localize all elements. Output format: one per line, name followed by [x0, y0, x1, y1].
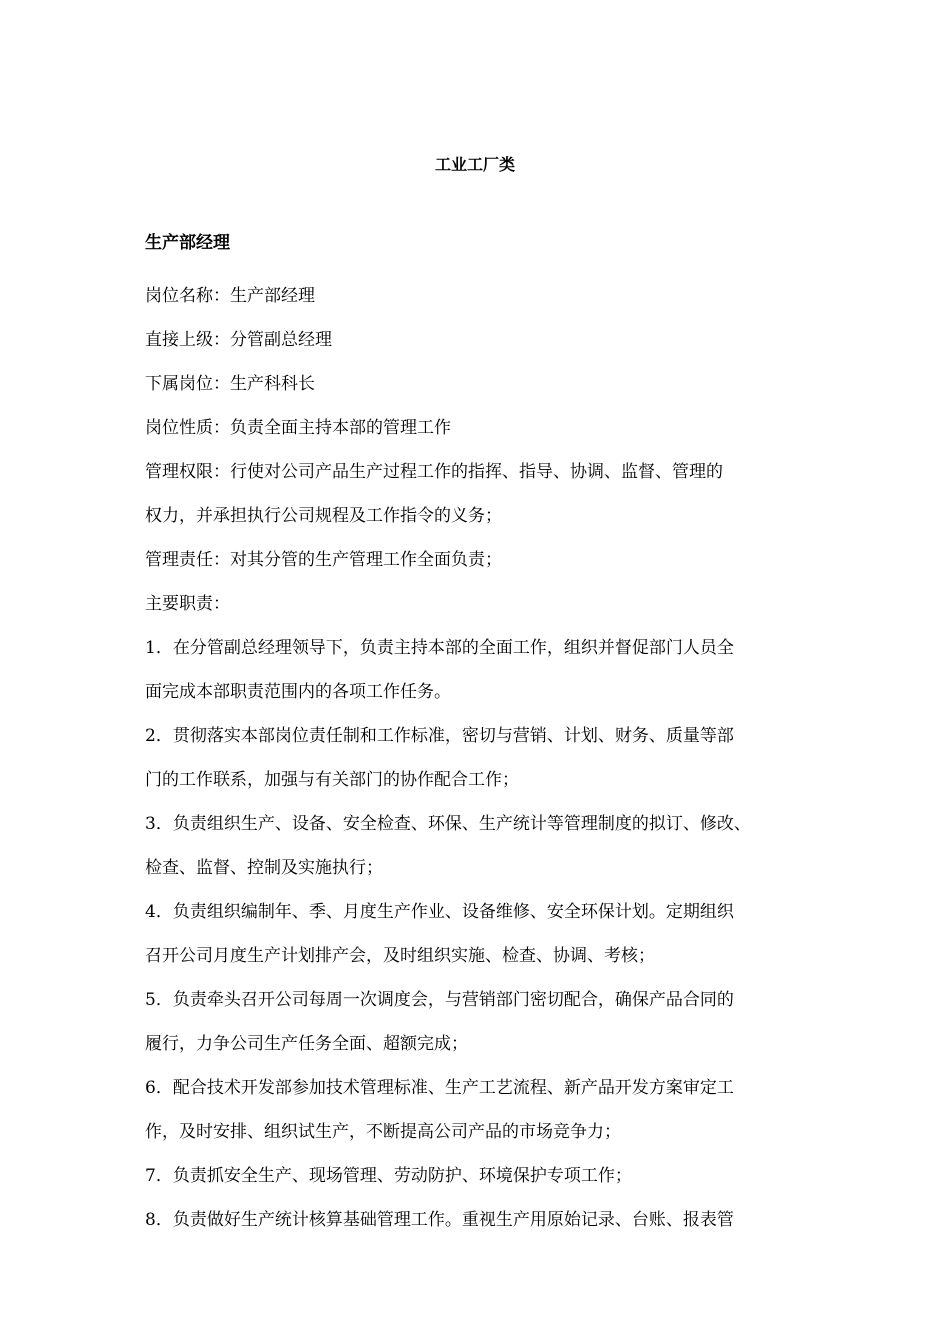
text-line: 6．配合技术开发部参加技术管理标准、生产工艺流程、新产品开发方案审定工	[145, 1078, 734, 1098]
text-line: 下属岗位：生产科科长	[145, 374, 315, 394]
document-title: 工业工厂类	[434, 155, 515, 174]
text-line: 主要职责：	[145, 594, 230, 614]
text-line: 门的工作联系，加强与有关部门的协作配合工作；	[145, 770, 519, 790]
text-line: 岗位性质：负责全面主持本部的管理工作	[145, 418, 451, 438]
text-line: 直接上级：分管副总经理	[145, 330, 332, 350]
text-line: 权力，并承担执行公司规程及工作指令的义务；	[145, 506, 502, 526]
document-body	[145, 274, 817, 1242]
text-line: 5．负责牵头召开公司每周一次调度会，与营销部门密切配合，确保产品合同的	[145, 990, 734, 1010]
text-line: 检查、监督、控制及实施执行；	[145, 858, 383, 878]
text-line: 2．贯彻落实本部岗位责任制和工作标准，密切与营销、计划、财务、质量等部	[145, 726, 734, 746]
text-line: 7．负责抓安全生产、现场管理、劳动防护、环境保护专项工作；	[145, 1166, 632, 1186]
text-line: 管理权限：行使对公司产品生产过程工作的指挥、指导、协调、监督、管理的	[145, 462, 723, 482]
text-line: 作，及时安排、组织试生产，不断提高公司产品的市场竞争力；	[145, 1122, 621, 1142]
text-line: 3．负责组织生产、设备、安全检查、环保、生产统计等管理制度的拟订、修改、	[145, 814, 751, 834]
text-line: 面完成本部职责范围内的各项工作任务。	[145, 682, 451, 702]
text-line: 履行，力争公司生产任务全面、超额完成；	[145, 1034, 468, 1054]
text-line: 岗位名称：生产部经理	[145, 286, 315, 306]
section-heading: 生产部经理	[145, 233, 230, 253]
text-line: 管理责任：对其分管的生产管理工作全面负责；	[145, 550, 502, 570]
text-line: 召开公司月度生产计划排产会，及时组织实施、检查、协调、考核；	[145, 946, 655, 966]
text-line: 4．负责组织编制年、季、月度生产作业、设备维修、安全环保计划。定期组织	[145, 902, 734, 922]
text-line: 1．在分管副总经理领导下，负责主持本部的全面工作，组织并督促部门人员全	[145, 638, 734, 658]
text-line: 8．负责做好生产统计核算基础管理工作。重视生产用原始记录、台账、报表管	[145, 1210, 734, 1230]
